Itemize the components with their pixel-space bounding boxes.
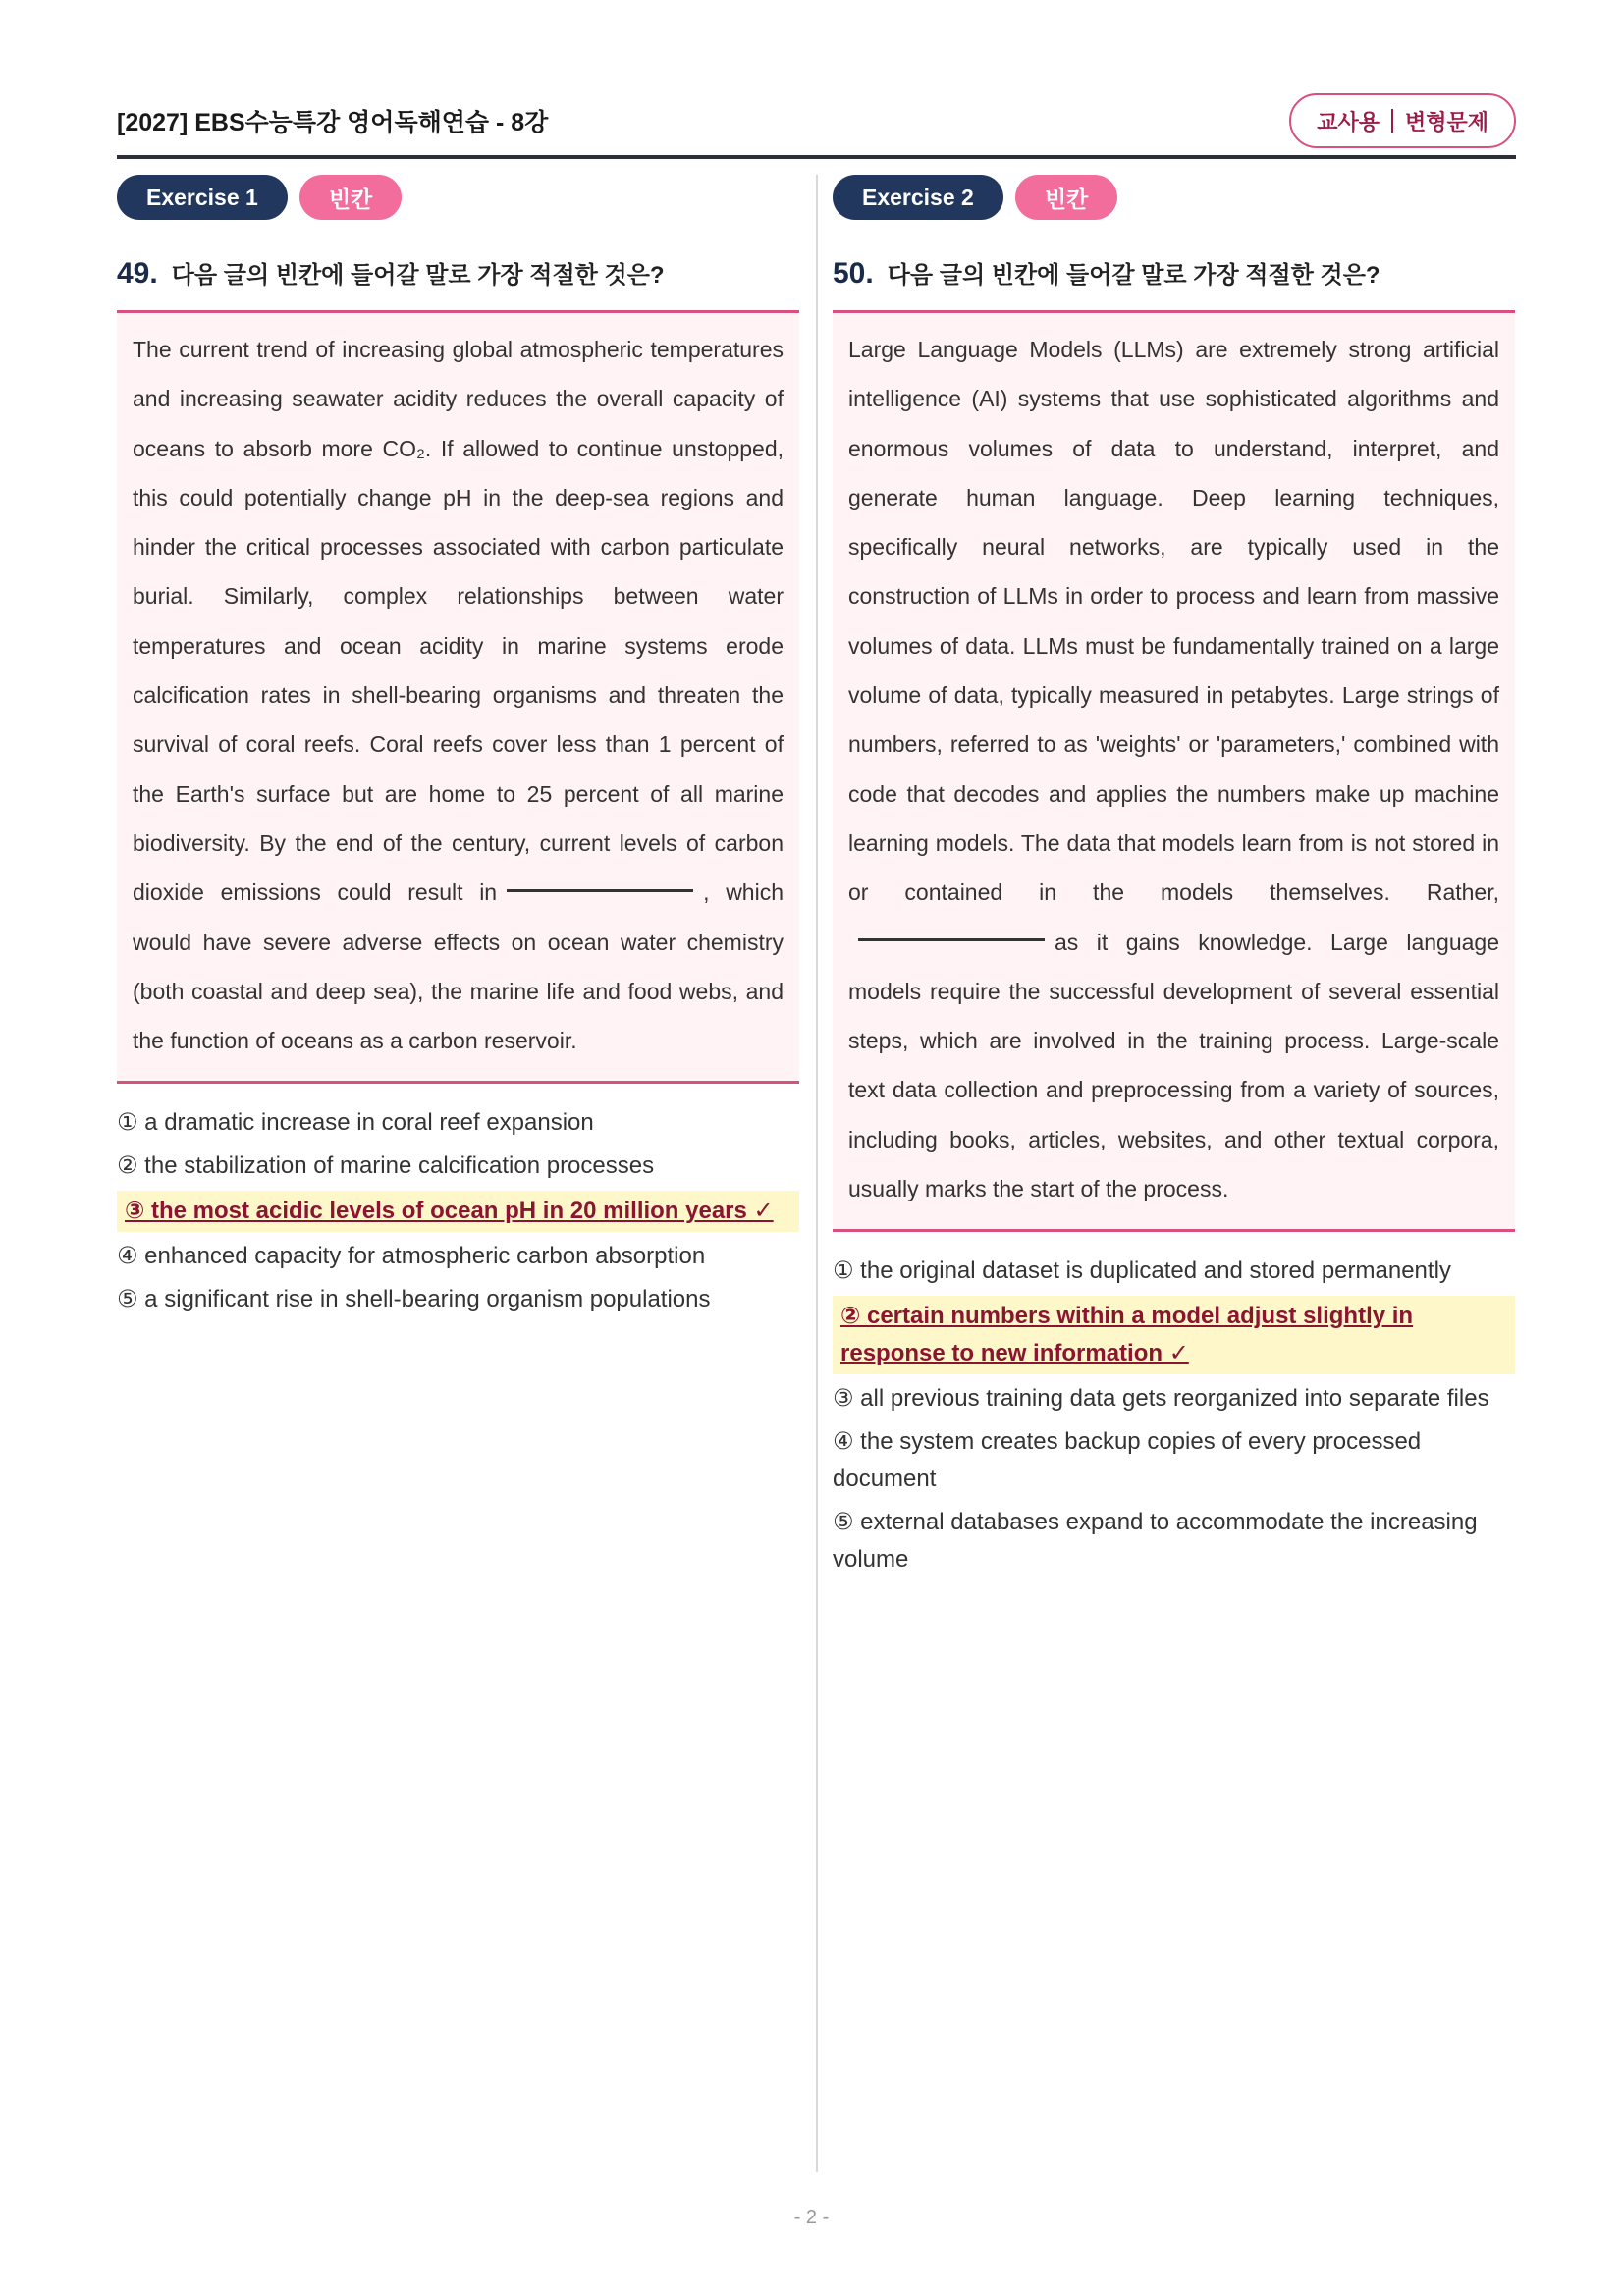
passage-box [117, 310, 799, 1084]
question-50 [833, 255, 1515, 291]
passage-text [133, 325, 784, 1065]
passage-after-blank: as it gains knowledge. Large language models require the successful development of several essential steps, which are involved in the training process. Large-scale text data collection and preprocessing from a variety of sources, including books, articles, websites, and other textual corpora, usually marks the start of the process. [848, 929, 1499, 1202]
page-number: - 2 - [793, 2207, 830, 2228]
document-title: [2027] EBS수능특강 영어독해연습 - 8강 [117, 109, 549, 136]
option-3-correct[interactable]: ③ the most acidic levels of ocean pH in 20 million years ✓ [117, 1191, 799, 1232]
answer-blank [858, 938, 1045, 941]
exercise-2-type-tag: 빈칸 [1015, 175, 1117, 220]
passage-box [833, 310, 1515, 1232]
passage-before-blank: Large Language Models (LLMs) are extremely strong artificial intelligence (AI) systems that use sophisticated algorithms and enormous volumes of data to understand, interpret, and generate human language. Deep learning techniques, specifically neural networks, are typically used in the construction of LLMs in order to process and learn from massive volumes of data. LLMs must be fundamentally trained on a large volume of data, typically measured in petabytes. Large strings of numbers, referred to as 'weights' or 'parameters,' combined with code that decodes and applies the numbers make up machine learning models. The data that models learn from is not stored in or contained in the models themselves. Rather, [848, 337, 1499, 906]
passage-before-blank: The current trend of increasing global atmospheric temperatures and increasing seawater acidity reduces the overall capacity of oceans to absorb more CO₂. If allowed to continue unstopped, this could potentially change pH in the deep-sea regions and hinder the critical processes associated with carbon particulate burial. Similarly, complex relationships between water temperatures and ocean acidity in marine systems erode calcification rates in shell-bearing organisms and threaten the survival of coral reefs. Coral reefs cover less than 1 percent of the Earth's surface but are home to 25 percent of all marine biodiversity. By the end of the century, current levels of carbon dioxide emissions could result in [133, 337, 784, 906]
question-number: 49. [117, 257, 158, 290]
badge-type-label: 변형문제 [1404, 109, 1488, 134]
column-divider [816, 175, 818, 2172]
badge-teacher-label: 교사용 [1317, 109, 1380, 134]
answer-blank [507, 889, 693, 892]
option-2-correct[interactable]: ② certain numbers within a model adjust slightly in response to new information ✓ [833, 1296, 1515, 1374]
exercise-1-label: Exercise 1 [117, 175, 288, 220]
answer-options [117, 1101, 799, 1321]
option-1[interactable]: ① the original dataset is duplicated and stored permanently [833, 1257, 1451, 1285]
question-text: 다음 글의 빈칸에 들어갈 말로 가장 적절한 것은? [887, 262, 1380, 289]
exercise-1-type-tag: 빈칸 [299, 175, 402, 220]
answer-options [833, 1250, 1515, 1581]
question-number: 50. [833, 257, 874, 290]
exercise-2-column [833, 175, 1515, 1581]
exercise-2-label: Exercise 2 [833, 175, 1003, 220]
option-5[interactable]: ⑤ external databases expand to accommodate the increasing volume [833, 1509, 1478, 1574]
header-divider [117, 155, 1516, 159]
passage-text [848, 325, 1499, 1213]
badge-separator [1391, 109, 1393, 133]
option-1[interactable]: ① a dramatic increase in coral reef expansion [117, 1109, 594, 1137]
exercise-1-column [117, 175, 799, 1321]
option-4[interactable]: ④ the system creates backup copies of every processed document [833, 1428, 1422, 1493]
header-badge [1289, 93, 1516, 148]
option-5[interactable]: ⑤ a significant rise in shell-bearing organism populations [117, 1286, 711, 1313]
page-header [117, 93, 1516, 162]
question-text: 다음 글의 빈칸에 들어갈 말로 가장 적절한 것은? [171, 262, 665, 289]
exercise-2-tags [833, 175, 1515, 222]
exercise-1-tags [117, 175, 799, 222]
option-2[interactable]: ② the stabilization of marine calcification processes [117, 1152, 655, 1180]
option-3[interactable]: ③ all previous training data gets reorganized into separate files [833, 1385, 1489, 1413]
option-4[interactable]: ④ enhanced capacity for atmospheric carbon absorption [117, 1243, 706, 1270]
passage-after-blank: , which would have severe adverse effects on ocean water chemistry (both coastal and deep sea), the marine life and food webs, and the function of oceans as a carbon reservoir. [133, 880, 784, 1054]
question-49 [117, 255, 799, 291]
